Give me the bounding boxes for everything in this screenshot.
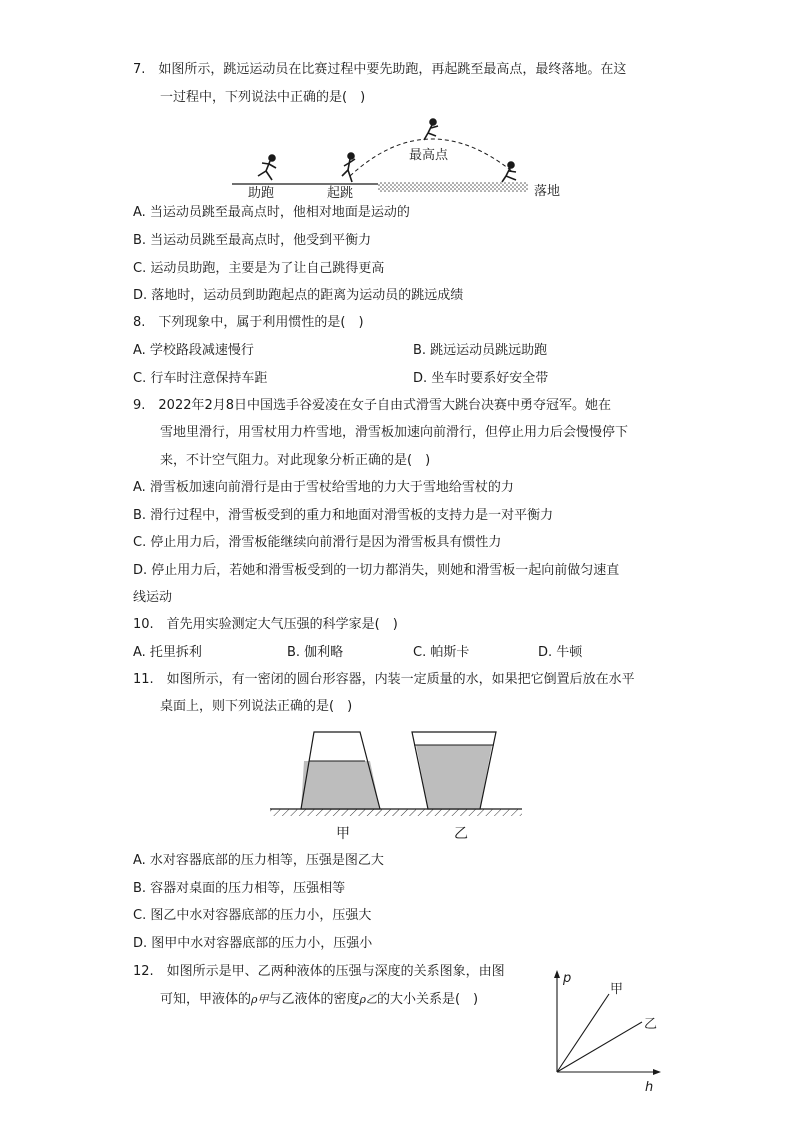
series-label-jia: 甲 (610, 982, 624, 997)
runner-icon (258, 155, 276, 180)
q9-line3: 来，不计空气阻力。对此现象分析正确的是( ) (160, 453, 431, 468)
q9-option-b: B. 滑行过程中，滑雪板受到的重力和地面对滑雪板的支持力是一对平衡力 (133, 508, 554, 523)
line-jia (557, 994, 609, 1072)
q9-option-d-cont: 线运动 (133, 590, 173, 605)
axis-label-h: h (645, 1080, 654, 1095)
q10-line1: 10. 首先用实验测定大气压强的科学家是( ) (133, 617, 398, 632)
q11-option-d: D. 图甲中水对容器底部的压力小，压强小 (133, 936, 373, 951)
label-top: 最高点 (409, 148, 449, 163)
q10-option-b: B. 伽利略 (287, 645, 344, 660)
q9-option-a: A. 滑雪板加速向前滑行是由于雪杖给雪地的力大于雪地给雪杖的力 (133, 480, 514, 495)
q11-line2: 桌面上，则下列说法正确的是( ) (160, 699, 353, 714)
label-run: 助跑 (248, 186, 275, 201)
container-jia (301, 732, 380, 809)
q11-option-a: A. 水对容器底部的压力相等，压强是图乙大 (133, 853, 384, 868)
label-land: 落地 (534, 184, 561, 199)
q8-option-c: C. 行车时注意保持车距 (133, 371, 268, 386)
q8-option-a: A. 学校路段减速慢行 (133, 343, 254, 358)
container-yi (412, 732, 496, 809)
q12-line1: 12. 如图所示是甲、乙两种液体的压强与深度的关系图象，由图 (133, 964, 505, 979)
q12-text-a: 可知，甲液体的 (160, 992, 252, 1007)
jumper-takeoff-icon (342, 153, 355, 182)
containers-figure (268, 728, 524, 846)
q9-option-d: D. 停止用力后，若她和滑雪板受到的一切力都消失，则她和滑雪板一起向前做匀速直 (133, 563, 620, 578)
q7-line1: 7. 如图所示，跳远运动员在比赛过程中要先助跑，再起跳至最高点，最终落地。在这 (133, 62, 627, 77)
label-jump: 起跳 (327, 186, 354, 201)
q10-option-a: A. 托里拆利 (133, 645, 202, 660)
q12-line2 (160, 991, 478, 1009)
q12-text-c: 的大小关系是( ) (376, 992, 479, 1007)
q7-option-a: A. 当运动员跳至最高点时，他相对地面是运动的 (133, 205, 410, 220)
q10-option-c: C. 帕斯卡 (413, 645, 470, 660)
q12-text-b: 与乙液体的密度 (268, 992, 360, 1007)
q10-option-d: D. 牛顿 (538, 645, 583, 660)
q11-option-b: B. 容器对桌面的压力相等，压强相等 (133, 881, 346, 896)
line-yi (557, 1022, 642, 1072)
long-jump-figure (228, 114, 568, 204)
q8-option-d: D. 坐车时要系好安全带 (413, 371, 549, 386)
q7-line2: 一过程中，下列说法中正确的是( ) (160, 90, 366, 105)
q7-option-c: C. 运动员助跑，主要是为了让自己跳得更高 (133, 261, 385, 276)
rho-jia: ρ甲 (251, 993, 269, 1006)
q7-option-b: B. 当运动员跳至最高点时，他受到平衡力 (133, 233, 372, 248)
q9-line1: 9. 2022年2月8日中国选手谷爱凌在女子自由式滑雪大跳台决赛中勇夺冠军。她在 (133, 398, 612, 413)
axis-label-p: p (563, 971, 572, 986)
label-jia: 甲 (336, 826, 350, 842)
q11-line1: 11. 如图所示，有一密闭的圆台形容器，内装一定质量的水，如果把它倒置后放在水平 (133, 672, 635, 687)
rho-yi: ρ乙 (359, 993, 377, 1006)
q9-option-c: C. 停止用力后，滑雪板能继续向前滑行是因为滑雪板具有惯性力 (133, 535, 502, 550)
q11-option-c: C. 图乙中水对容器底部的压力小，压强大 (133, 908, 372, 923)
label-yi: 乙 (454, 826, 468, 842)
jumper-top-icon (424, 119, 438, 140)
q9-line2: 雪地里滑行，用雪杖用力杵雪地，滑雪板加速向前滑行，但停止用力后会慢慢停下 (160, 425, 629, 440)
pressure-depth-graph (545, 962, 670, 1096)
sand-pit (378, 182, 528, 192)
series-label-yi: 乙 (644, 1017, 658, 1032)
q8-option-b: B. 跳远运动员跳远助跑 (413, 343, 548, 358)
q7-option-d: D. 落地时，运动员到助跑起点的距离为运动员的跳远成绩 (133, 288, 464, 303)
q8-line1: 8. 下列现象中，属于利用惯性的是( ) (133, 315, 364, 330)
